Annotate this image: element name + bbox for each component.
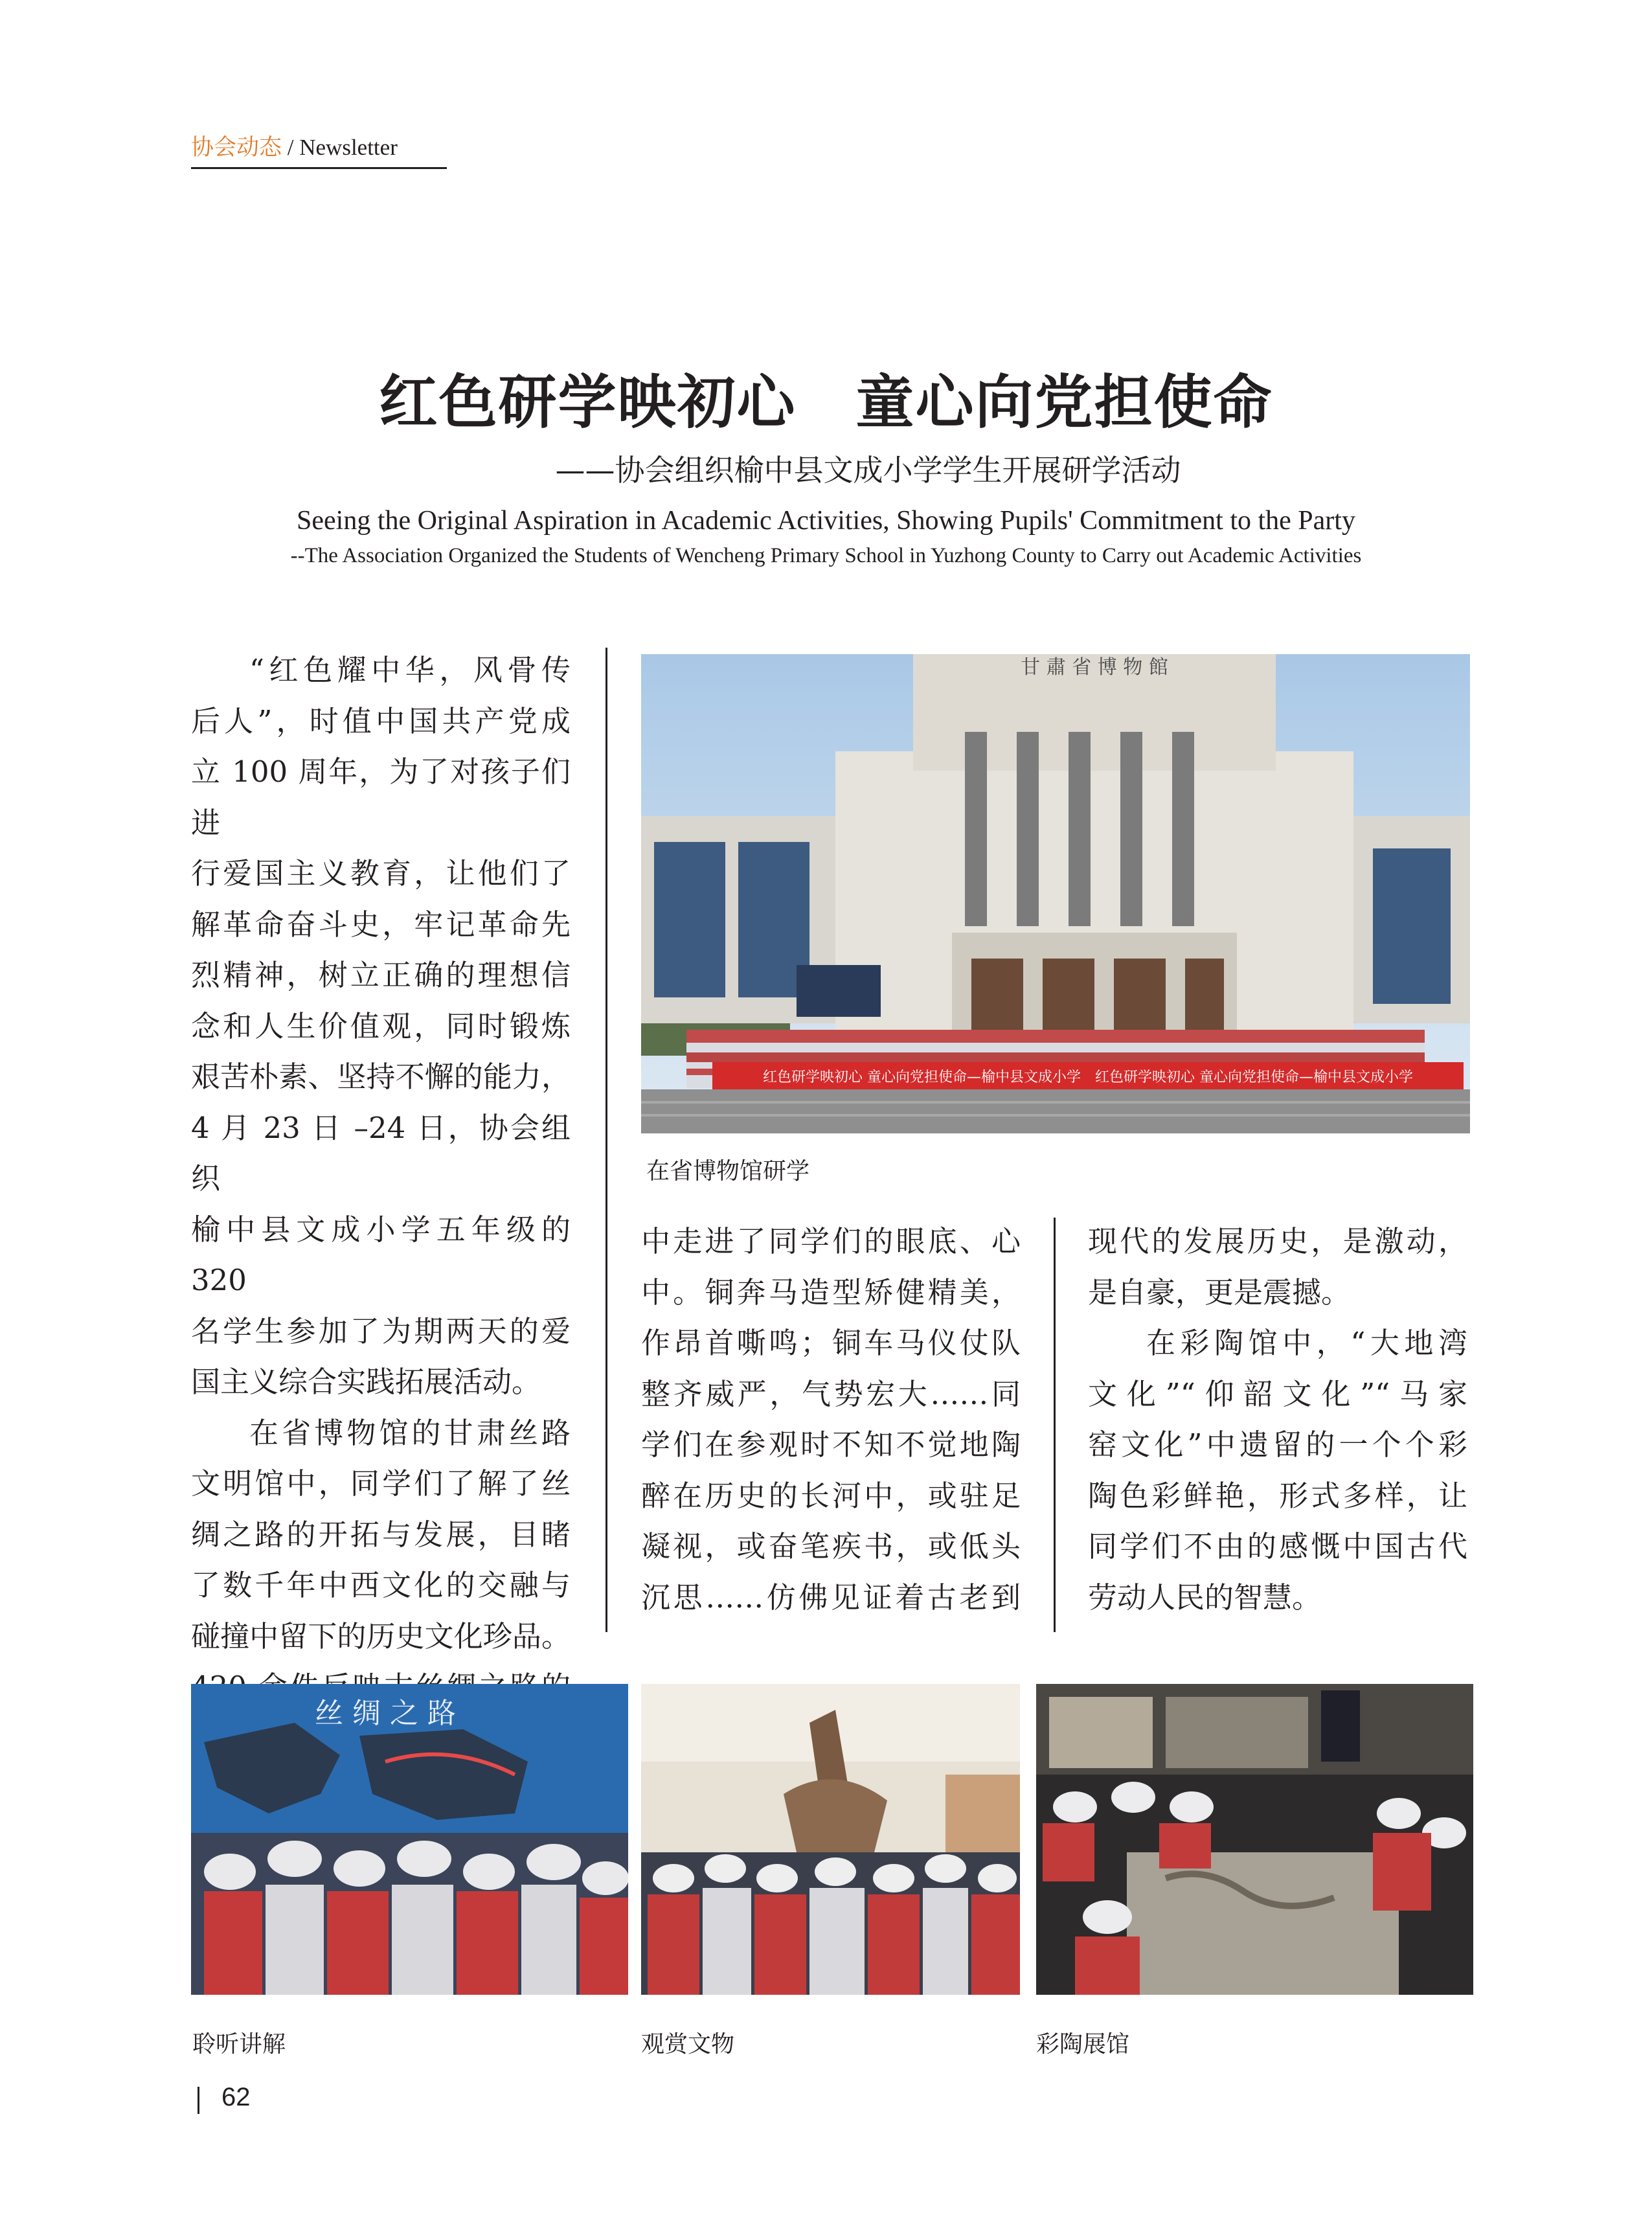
text-line: 在彩陶馆中，“大地湾 — [1146, 1326, 1467, 1360]
text-column-1 — [191, 645, 571, 1815]
text-line: 沉思……仿佛见证着古老到 — [641, 1580, 1021, 1615]
text-line: 榆中县文成小学五年级的 320 — [191, 1212, 571, 1297]
section-name-en: / Newsletter — [282, 135, 398, 160]
article-title-en: Seeing the Original Aspiration in Academic Activities, Showing Pupils' Commitment to the Party — [297, 506, 1355, 536]
building-sign: 甘 肅 省 博 物 館 — [1021, 656, 1168, 679]
text-line: 陶色彩鲜艳，形式多样，让 — [1088, 1478, 1467, 1513]
text-line: 国主义综合实践拓展活动。 — [191, 1365, 541, 1399]
text-line: 文化”“仰韶文化”“马家 — [1088, 1376, 1467, 1411]
text-line: 中。铜奔马造型矫健精美， — [641, 1275, 1021, 1310]
text-line: 同学们不由的感慨中国古代 — [1088, 1529, 1467, 1563]
text-line: 凝视，或奋笔疾书，或低头 — [641, 1529, 1021, 1563]
text-line: 碰撞中留下的历史文化珍品。 — [191, 1618, 571, 1653]
museum-building-image — [641, 654, 1470, 1133]
museum-photo-caption: 在省博物馆研学 — [646, 1158, 810, 1185]
text-line: 行爱国主义教育，让他们了 — [191, 856, 571, 891]
text-line: 名学生参加了为期两天的爱 — [191, 1313, 571, 1348]
artifacts-photo-caption: 观赏文物 — [641, 2031, 735, 2058]
text-line: 4 月 23 日 –24 日，协会组织 — [191, 1110, 571, 1196]
text-line: 烈精神，树立正确的理想信 — [191, 958, 571, 992]
text-column-3 — [1088, 1216, 1467, 1623]
text-line: 整齐威严，气势宏大……同 — [641, 1376, 1021, 1411]
section-header — [191, 130, 398, 162]
article-subtitle-en: --The Association Organized the Students of Wencheng Primary School in Yuzhong County to Carry out Academic Activities — [290, 544, 1362, 567]
column-divider — [1054, 1218, 1056, 1632]
header-rule — [191, 167, 447, 169]
text-line: 在省博物馆的甘肃丝路 — [249, 1415, 571, 1450]
article-subtitle: ——协会组织榆中县文成小学学生开展研学活动 — [555, 453, 1181, 488]
text-line: 醉在历史的长河中，或驻足 — [641, 1478, 1021, 1513]
silk-road-map-title: 丝 绸 之 路 — [315, 1697, 456, 1730]
text-line: 文明馆中，同学们了解了丝 — [191, 1466, 571, 1501]
pottery-photo-caption: 彩陶展馆 — [1036, 2031, 1130, 2058]
artifacts-photo — [641, 1684, 1020, 1995]
column-divider — [605, 648, 607, 1632]
text-line: 了数千年中西文化的交融与 — [191, 1568, 571, 1602]
article-title: 红色研学映初心 童心向党担使命 — [379, 369, 1273, 437]
text-line: 学们在参观时不知不觉地陶 — [641, 1427, 1021, 1462]
text-column-2 — [641, 1216, 1021, 1623]
text-line: 现代的发展历史，是激动， — [1088, 1224, 1467, 1258]
bronze-horse-exhibit-image — [641, 1684, 1020, 1995]
section-name-cn: 协会动态 — [191, 135, 282, 161]
text-line: 窑文化”中遗留的一个个彩 — [1088, 1427, 1467, 1462]
text-line: 艰苦朴素、坚持不懈的能力， — [191, 1060, 571, 1094]
group-banner: 红色研学映初心 童心向党担使命—榆中县文成小学 红色研学映初心 童心向党担使命—榆中县文成小学 — [763, 1069, 1413, 1085]
painted-pottery-hall-image — [1036, 1684, 1473, 1995]
text-line: 念和人生价值观，同时锻炼 — [191, 1008, 571, 1043]
page-number: 62 — [221, 2083, 251, 2111]
text-line: 绸之路的开拓与发展，目睹 — [191, 1517, 571, 1552]
text-line: 后人”，时值中国共产党成 — [191, 703, 571, 738]
text-line: 作昂首嘶鸣；铜车马仪仗队 — [641, 1326, 1021, 1360]
silk-road-photo — [191, 1684, 628, 1995]
text-line: 劳动人民的智慧。 — [1088, 1580, 1322, 1615]
museum-photo — [641, 654, 1470, 1133]
page-number-bar — [198, 2087, 199, 2114]
text-line: 中走进了同学们的眼底、心 — [641, 1224, 1021, 1258]
text-line: 是自豪，更是震撼。 — [1088, 1275, 1351, 1310]
text-line: 立 100 周年，为了对孩子们进 — [191, 755, 571, 840]
text-line: 解革命奋斗史，牢记革命先 — [191, 907, 571, 942]
silk-road-photo-caption: 聆听讲解 — [192, 2031, 286, 2058]
pottery-photo — [1036, 1684, 1473, 1995]
text-line: “红色耀中华，风骨传 — [249, 653, 571, 687]
silk-road-map-image — [191, 1684, 628, 1995]
